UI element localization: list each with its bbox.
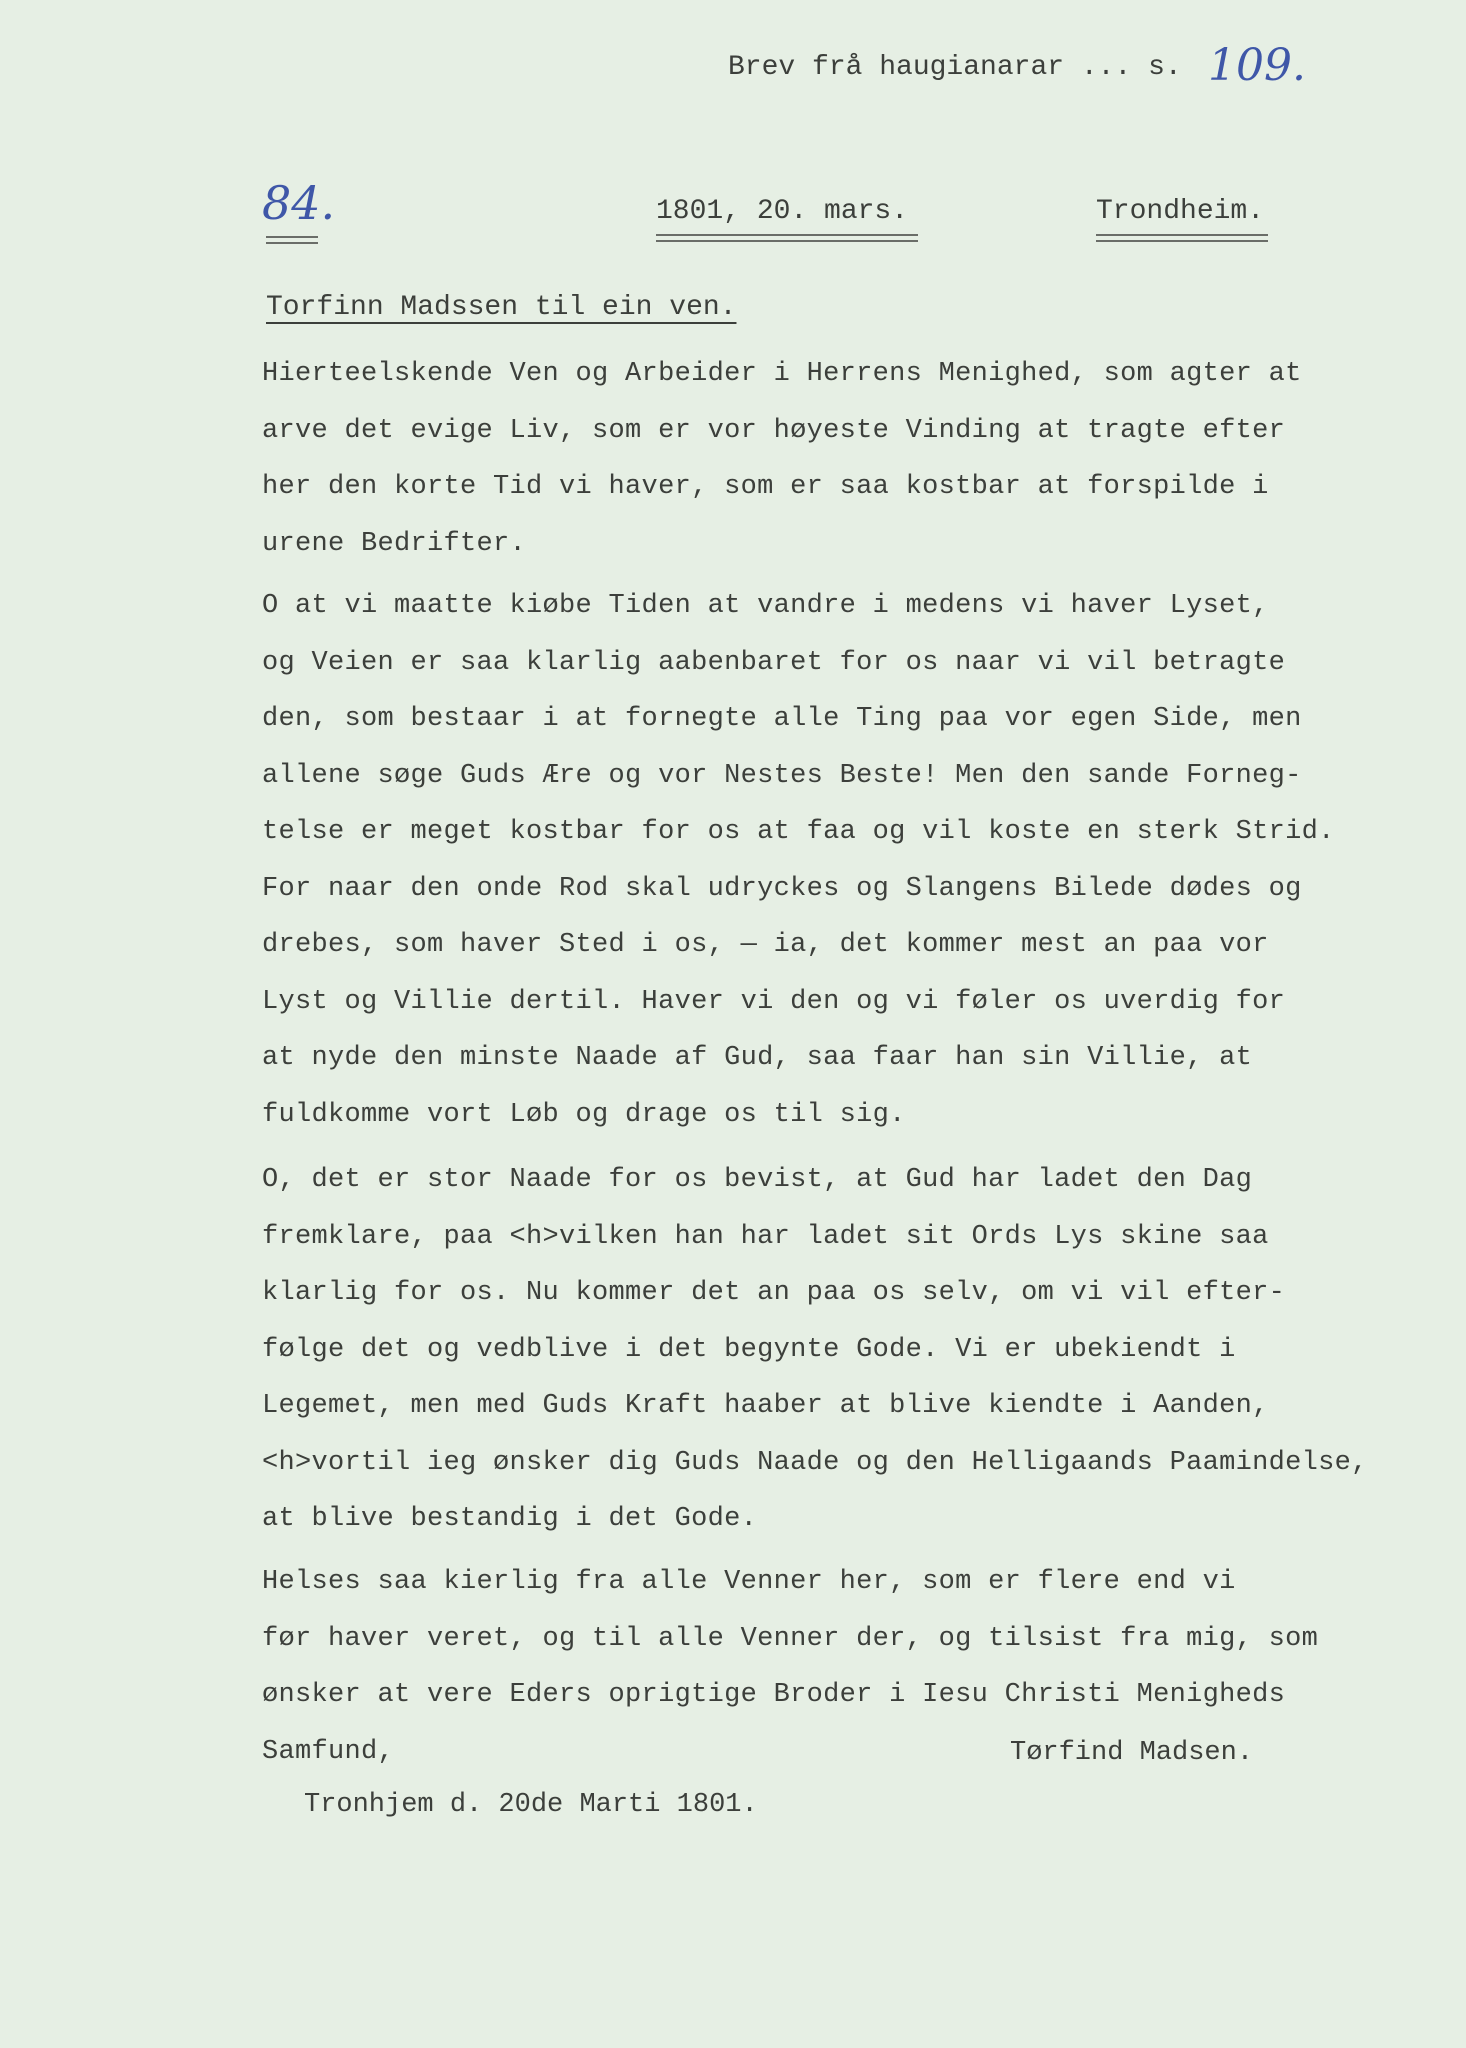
paragraph-4: Helses saa kierlig fra alle Venner her, som er flere end vi før haver veret, og til alle Venner der, og tilsist fra mig, som ønsker at vere Eders oprigtige Broder i Iesu Christi Menigheds Samfund, xyxy=(262,1567,1319,1767)
signature: Tørfind Madsen. xyxy=(1010,1738,1254,1768)
entry-place: Trondheim. xyxy=(1096,196,1265,227)
paragraph-1: Hierteelskende Ven og Arbeider i Herrens Menighed, som agter at arve det evige Liv, som er vor høyeste Vinding at tragte efter her den korte Tid vi haver, som er saa kostbar at forspilde i urene Bedrifter. xyxy=(262,359,1302,559)
page-number-handwritten: 109. xyxy=(1208,40,1306,91)
entry-date-underline xyxy=(656,234,918,242)
paragraph-2: O at vi maatte kiøbe Tiden at vandre i medens vi haver Lyset, og Veien er saa klarlig aabenbaret for os naar vi vil betragte den, som bestaar i at fornegte alle Ting paa vor egen Side, men allene søge Guds Ære og vor Nestes Beste! Men den sande Forneg- telse er meget kostbar for os at faa og vil koste en sterk Strid. For naar den onde Rod skal udryckes og Slangens Bilede dødes og drebes, som haver Sted i os, — ia, det kommer mest an paa vor Lyst og Villie dertil. Haver vi den og vi føler os uverdig for at nyde den minste Naade af Gud, saa faar han sin Villie, at fuldkomme vort Løb og drage os til sig. xyxy=(262,591,1335,1130)
entry-number-underline xyxy=(266,236,318,244)
closing-line: Tronhjem d. 20de Marti 1801. xyxy=(304,1790,758,1820)
header-series-line: Brev frå haugianarar ... s. xyxy=(728,52,1182,83)
paragraph-3: O, det er stor Naade for os bevist, at Gud har ladet den Dag fremklare, paa <h>vilken han har ladet sit Ords Lys skine saa klarlig for os. Nu kommer det an paa os selv, om vi vil efter- følge det og vedblive i det begynte Gode. Vi er ubekiendt i Legemet, men med Guds Kraft haaber at blive kiendte i Aanden, <h>vortil ieg ønsker dig Guds Naade og den Helligaands Paamindelse, at blive bestandig i det Gode. xyxy=(262,1165,1368,1534)
entry-number-handwritten: 84. xyxy=(262,176,336,230)
entry-date: 1801, 20. mars. xyxy=(656,196,909,227)
letter-title: Torfinn Madssen til ein ven. xyxy=(266,292,737,323)
entry-place-underline xyxy=(1096,234,1268,242)
